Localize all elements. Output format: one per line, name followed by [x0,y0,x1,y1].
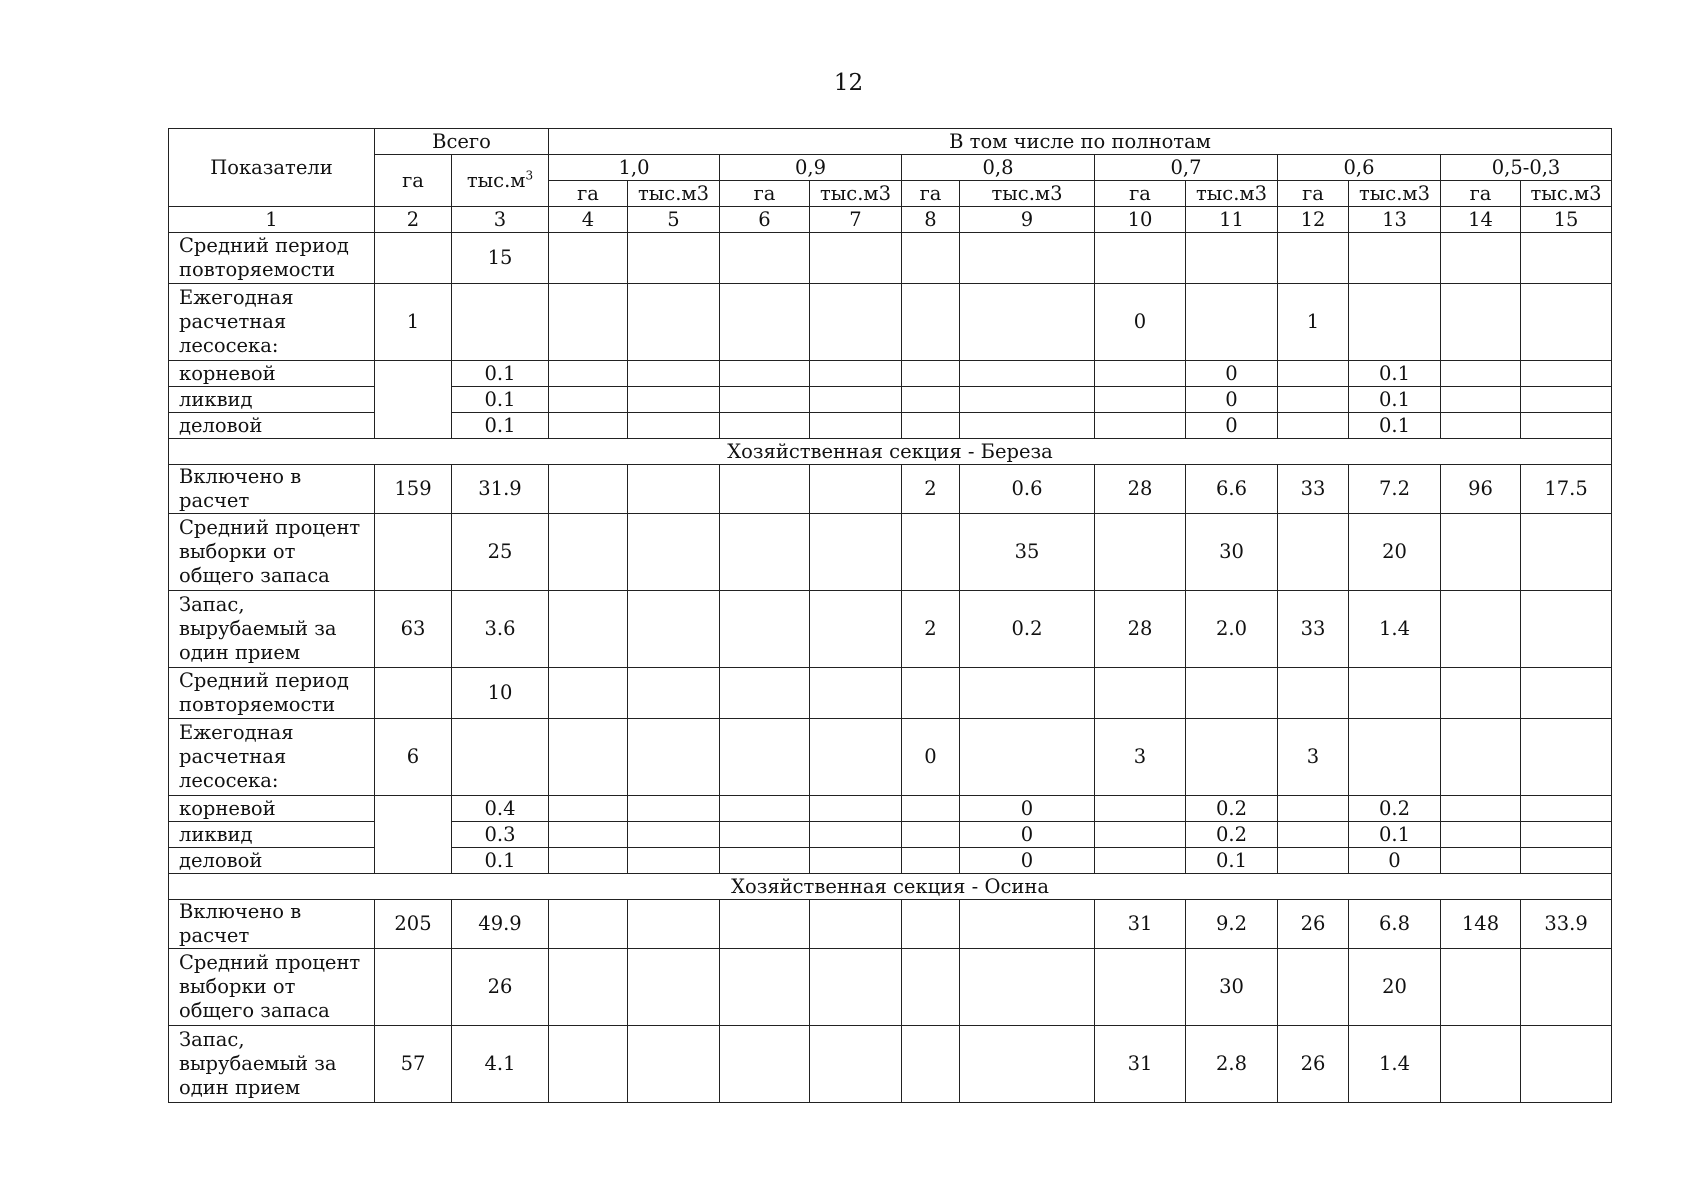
table-cell: 28 [1095,465,1186,514]
col-number: 10 [1095,207,1186,233]
table-cell [1521,413,1612,439]
table-cell [375,233,452,284]
table-cell [1441,284,1521,361]
col-number: 6 [720,207,810,233]
table-cell [902,900,960,949]
table-cell [1441,361,1521,387]
header-density: 0,7 [1095,155,1278,181]
table-cell [810,284,902,361]
table-cell [810,668,902,719]
table-cell [1095,233,1186,284]
table-cell [810,465,902,514]
table-cell [628,284,720,361]
table-row [169,284,1612,361]
table-cell [1186,719,1278,796]
table-cell [1441,822,1521,848]
table-cell: 2 [902,591,960,668]
table-cell: 0.2 [1349,796,1441,822]
table-cell: 0 [1349,848,1441,874]
table-cell [549,719,628,796]
table-cell [628,668,720,719]
row-label: Запас, вырубаемый за один прием [169,1026,375,1103]
table-cell: 3.6 [452,591,549,668]
col-number: 14 [1441,207,1521,233]
col-number: 1 [169,207,375,233]
table-cell [1521,796,1612,822]
table-cell [960,233,1095,284]
table-cell [1095,796,1186,822]
table-cell [720,796,810,822]
table-cell [1278,514,1349,591]
table-cell [1521,591,1612,668]
row-label: Запас, вырубаемый за один прием [169,591,375,668]
table-cell: 30 [1186,949,1278,1026]
row-label: ликвид [169,822,375,848]
row-label: Включено в расчет [169,465,375,514]
table-cell: 2.0 [1186,591,1278,668]
table-cell [549,900,628,949]
table-cell: 0.6 [960,465,1095,514]
table-cell: 57 [375,1026,452,1103]
header-ha: га [1278,181,1349,207]
table-cell: 26 [1278,1026,1349,1103]
column-numbers-row [169,207,1612,233]
table-cell: 0 [960,796,1095,822]
col-number: 3 [452,207,549,233]
table-cell [1521,848,1612,874]
table-cell [1278,796,1349,822]
table-cell [628,413,720,439]
col-number: 12 [1278,207,1349,233]
table-cell [1186,233,1278,284]
col-number: 8 [902,207,960,233]
table-cell [902,668,960,719]
table-cell [1278,387,1349,413]
table-cell: 1.4 [1349,1026,1441,1103]
table-cell [1278,848,1349,874]
header-ha: га [1441,181,1521,207]
table-cell [549,413,628,439]
row-label: Средний период повторяемости [169,233,375,284]
table-cell [1278,361,1349,387]
table-cell [810,233,902,284]
table-cell: 4.1 [452,1026,549,1103]
table-row [169,668,1612,719]
table-cell [1095,949,1186,1026]
table-cell: 20 [1349,949,1441,1026]
table-cell [1349,719,1441,796]
table-cell: 1 [375,284,452,361]
table-cell: 33.9 [1521,900,1612,949]
table-cell: 0.1 [1349,822,1441,848]
table-cell [720,900,810,949]
table-cell [549,514,628,591]
table-row [169,361,1612,387]
table-cell [628,1026,720,1103]
table-cell [549,233,628,284]
table-cell: 205 [375,900,452,949]
col-number: 7 [810,207,902,233]
table-cell [720,822,810,848]
table-cell [720,361,810,387]
section-row [169,874,1612,900]
table-cell [1441,413,1521,439]
table-cell [628,361,720,387]
table-cell [1441,848,1521,874]
table-cell [549,387,628,413]
header-density: 0,8 [902,155,1095,181]
col-number: 15 [1521,207,1612,233]
table-cell [720,949,810,1026]
table-cell [1441,233,1521,284]
table-cell [902,387,960,413]
table-cell: 96 [1441,465,1521,514]
table-cell: 0.1 [452,848,549,874]
table-cell: 148 [1441,900,1521,949]
header-ha: га [902,181,960,207]
table-cell [902,361,960,387]
table-cell [1521,949,1612,1026]
table-cell [628,949,720,1026]
header-total-volume: $тыс.м^3$ [452,155,549,207]
table-cell [628,591,720,668]
table-cell [1278,413,1349,439]
table-cell [1521,361,1612,387]
table-cell [902,949,960,1026]
col-number: 11 [1186,207,1278,233]
table-cell [1441,387,1521,413]
table-cell [902,284,960,361]
table-cell [549,591,628,668]
table-cell: 26 [452,949,549,1026]
table-cell [549,796,628,822]
table-cell [549,848,628,874]
table-cell [902,413,960,439]
table-cell: 2 [902,465,960,514]
header-density: 0,9 [720,155,902,181]
table-cell [1349,668,1441,719]
table-cell [1095,848,1186,874]
table-cell [720,284,810,361]
table-cell: 0 [960,822,1095,848]
table-cell [375,949,452,1026]
table-cell [1349,233,1441,284]
table-cell: 0 [1186,413,1278,439]
table-row [169,591,1612,668]
table-cell [628,233,720,284]
table-cell [1095,514,1186,591]
table-cell [810,900,902,949]
section-title: Хозяйственная секция - Осина [169,874,1612,900]
table-row [169,233,1612,284]
table-cell [810,361,902,387]
table-cell: 0.1 [452,361,549,387]
row-label: корневой [169,796,375,822]
table-cell: 20 [1349,514,1441,591]
table-cell: 10 [452,668,549,719]
table-cell: 2.8 [1186,1026,1278,1103]
table-cell [1521,719,1612,796]
header-density: 1,0 [549,155,720,181]
table-cell: 0.1 [1349,361,1441,387]
table-cell: 7.2 [1349,465,1441,514]
table-cell [810,822,902,848]
table-cell [628,796,720,822]
table-cell [960,1026,1095,1103]
row-label: деловой [169,848,375,874]
table-cell: 1 [1278,284,1349,361]
table-cell: 17.5 [1521,465,1612,514]
col-number: 9 [960,207,1095,233]
header-total-ha: га [375,155,452,207]
table-cell [628,514,720,591]
row-label: Ежегодная расчетная лесосека: [169,284,375,361]
row-label: корневой [169,361,375,387]
merged-ha-cell [375,361,452,439]
table-cell [960,387,1095,413]
table-cell [902,514,960,591]
header-volume: тыс.м3 [1349,181,1441,207]
header-volume: тыс.м3 [1186,181,1278,207]
table-cell [810,949,902,1026]
table-cell [810,1026,902,1103]
table-cell [1095,413,1186,439]
table-cell: 30 [1186,514,1278,591]
table-row [169,465,1612,514]
table-cell: 0 [1186,361,1278,387]
table-cell [1521,1026,1612,1103]
table-cell [549,465,628,514]
table-cell: 0 [1186,387,1278,413]
table-cell: 159 [375,465,452,514]
table-cell: 0.1 [1349,387,1441,413]
header-by-density: В том числе по полнотам [549,129,1612,155]
table-cell [1441,668,1521,719]
section-title: Хозяйственная секция - Береза [169,439,1612,465]
row-label: Ежегодная расчетная лесосека: [169,719,375,796]
table-cell [902,796,960,822]
table-cell [1278,822,1349,848]
table-cell: 31.9 [452,465,549,514]
table-cell [810,796,902,822]
table-cell [810,719,902,796]
table-cell: 35 [960,514,1095,591]
table-cell [1186,284,1278,361]
table-cell [720,1026,810,1103]
table-cell [628,719,720,796]
table-cell [1278,949,1349,1026]
table-cell: 0.2 [1186,822,1278,848]
table-cell: 3 [1095,719,1186,796]
table-cell [1095,387,1186,413]
table-cell [810,514,902,591]
header-density: 0,5-0,3 [1441,155,1612,181]
table-cell: 6.6 [1186,465,1278,514]
table-cell: 0.1 [452,413,549,439]
table-cell [549,949,628,1026]
table-cell [960,900,1095,949]
row-label: Средний процент выборки от общего запаса [169,514,375,591]
table-cell: 0 [1095,284,1186,361]
table-cell [902,848,960,874]
header-volume: тыс.м3 [628,181,720,207]
table-cell [720,668,810,719]
table-cell [1441,949,1521,1026]
row-label: Средний процент выборки от общего запаса [169,949,375,1026]
table-cell [628,387,720,413]
table-cell [960,284,1095,361]
table-cell: 0.4 [452,796,549,822]
table-cell [1521,514,1612,591]
table-cell: 28 [1095,591,1186,668]
table-cell: 0.2 [960,591,1095,668]
table-cell [1095,361,1186,387]
table-cell: 6 [375,719,452,796]
table-cell: 0.2 [1186,796,1278,822]
table-cell [375,514,452,591]
col-number: 5 [628,207,720,233]
table-cell [1441,591,1521,668]
table-cell [960,668,1095,719]
table-cell [452,284,549,361]
table-cell [1521,822,1612,848]
table-cell [1441,514,1521,591]
table-cell [902,822,960,848]
row-label: Средний период повторяемости [169,668,375,719]
table-cell [1521,668,1612,719]
header-volume: тыс.м3 [810,181,902,207]
header-ha: га [720,181,810,207]
table-cell [375,668,452,719]
table-row [169,796,1612,822]
row-label: деловой [169,413,375,439]
table-cell: 0.1 [1349,413,1441,439]
table-cell: 3 [1278,719,1349,796]
forest-data-table [168,128,1612,1103]
table-cell: 0.1 [1186,848,1278,874]
header-total: Всего [375,129,549,155]
table-cell [810,413,902,439]
table-cell: 0 [902,719,960,796]
table-row [169,1026,1612,1103]
header-ha: га [1095,181,1186,207]
header-volume: тыс.м3 [960,181,1095,207]
table-cell: 0 [960,848,1095,874]
table-cell: 63 [375,591,452,668]
table-cell [720,719,810,796]
table-cell [960,719,1095,796]
table-cell [720,387,810,413]
table-cell: 33 [1278,465,1349,514]
table-cell [628,848,720,874]
table-cell [1521,387,1612,413]
table-cell [1441,719,1521,796]
table-cell [720,848,810,874]
table-row [169,719,1612,796]
header-ha: га [549,181,628,207]
table-cell [960,413,1095,439]
page-number: 12 [833,70,864,96]
table-cell [960,949,1095,1026]
table-cell [549,1026,628,1103]
table-cell [549,284,628,361]
col-number: 2 [375,207,452,233]
table-row [169,514,1612,591]
table-cell [1521,233,1612,284]
table-cell [1441,796,1521,822]
table-cell [549,668,628,719]
table-cell: 15 [452,233,549,284]
table-cell [810,387,902,413]
table-cell: 49.9 [452,900,549,949]
col-number: 4 [549,207,628,233]
section-row [169,439,1612,465]
table-cell [720,413,810,439]
table-cell [452,719,549,796]
table-cell: 33 [1278,591,1349,668]
table-cell [1349,284,1441,361]
table-cell: 31 [1095,1026,1186,1103]
table-cell: 6.8 [1349,900,1441,949]
table-cell [1278,668,1349,719]
table-cell [1278,233,1349,284]
table-cell: 31 [1095,900,1186,949]
merged-ha-cell [375,796,452,874]
table-cell: 9.2 [1186,900,1278,949]
table-cell [549,822,628,848]
table-cell [960,361,1095,387]
header-density: 0,6 [1278,155,1441,181]
table-cell [720,465,810,514]
table-cell [549,361,628,387]
table-cell: 0.3 [452,822,549,848]
table-cell: 25 [452,514,549,591]
row-label: ликвид [169,387,375,413]
table-cell [720,233,810,284]
table-row [169,900,1612,949]
table-cell [1186,668,1278,719]
header-volume: тыс.м3 [1521,181,1612,207]
table-cell [1095,822,1186,848]
table-cell [628,900,720,949]
row-label: Включено в расчет [169,900,375,949]
table-cell: 26 [1278,900,1349,949]
table-cell [628,822,720,848]
table-cell [810,591,902,668]
table-body [169,233,1612,1103]
table-cell [810,848,902,874]
table-cell [1095,668,1186,719]
table-cell [628,465,720,514]
table-cell [902,1026,960,1103]
table-row [169,949,1612,1026]
table-cell [1521,284,1612,361]
col-number: 13 [1349,207,1441,233]
header-indicators: Показатели [169,129,375,207]
table-cell [1441,1026,1521,1103]
table-cell [720,514,810,591]
table-cell: 0.1 [452,387,549,413]
table-cell: 1.4 [1349,591,1441,668]
table-cell [720,591,810,668]
table-cell [902,233,960,284]
